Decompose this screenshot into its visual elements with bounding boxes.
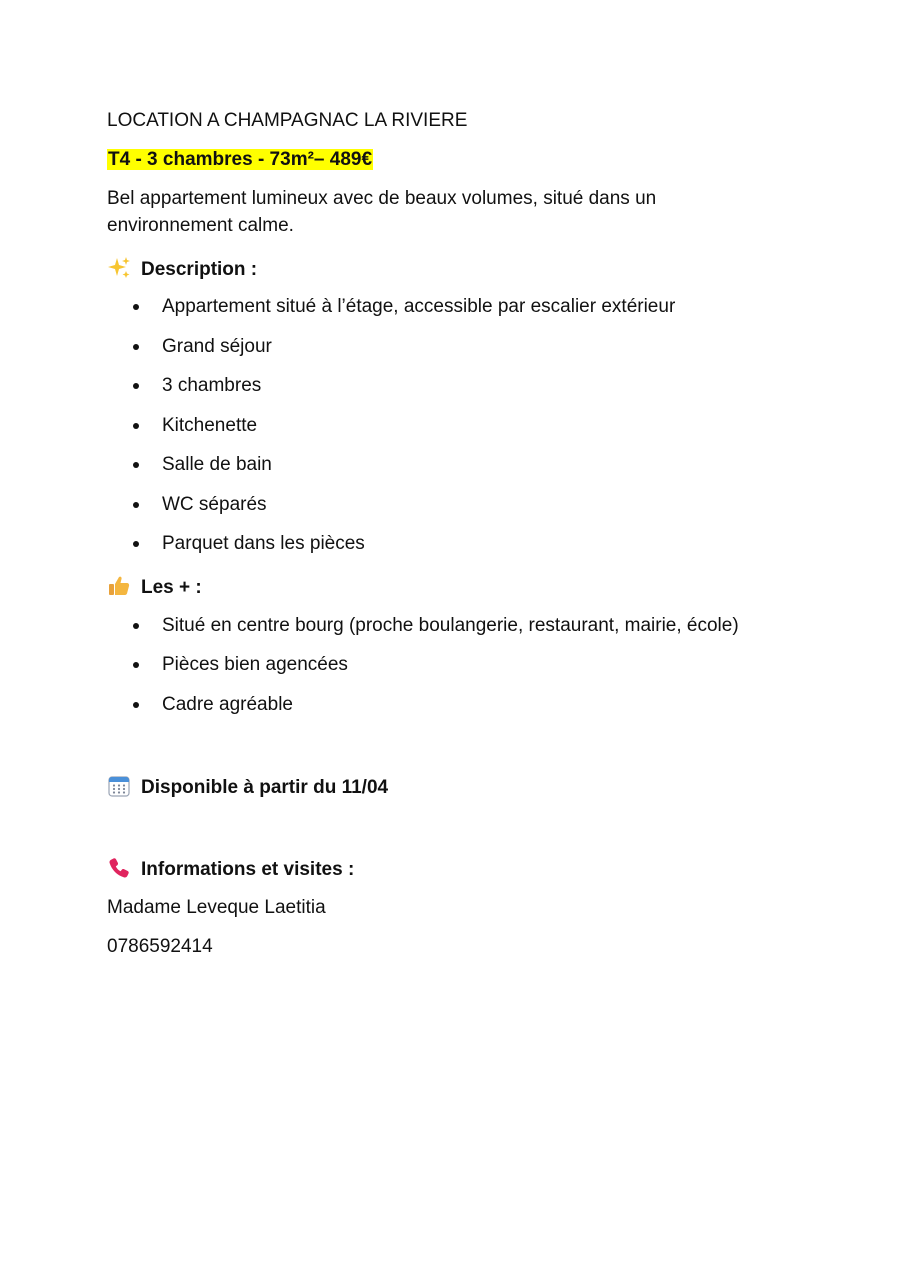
bullet-icon xyxy=(133,344,139,350)
contact-heading xyxy=(107,856,354,882)
contact-name: Madame Leveque Laetitia xyxy=(107,897,326,918)
bullet-icon xyxy=(133,702,139,708)
calendar-icon xyxy=(107,774,131,798)
bullet-icon xyxy=(133,462,139,468)
headline xyxy=(107,148,373,172)
document-page: LOCATION A CHAMPAGNAC LA RIVIERE T4 - 3 chambres - 73m²– 489€ Bel appartement lumineux avec de beaux volumes, situé dans un environnement calme. Description : Appartement situé à l’étage, accessible par escalier extérieur Grand séjour 3 chambres Kitchenette Salle de bain WC séparés Parquet dans les pièces Les + : Situé en centre bourg (proche boulangerie, restaurant, mairie, école) Pièces bien agencées Cadre agréable Disponible à partir du 11/04 Informations et visites : Madame Leveque Laetitia 0786592414 xyxy=(107,110,739,957)
pluses-heading xyxy=(107,574,202,600)
bullet-icon xyxy=(133,383,139,389)
availability-line xyxy=(107,774,388,800)
contact-phone: 0786592414 xyxy=(107,936,213,957)
pluses-heading-text: Les + : xyxy=(141,577,202,598)
headline-highlight: T4 - 3 chambres - 73m²– 489€ xyxy=(108,149,373,170)
intro-line-2: environnement calme. xyxy=(107,215,294,236)
sparkles-icon xyxy=(107,256,131,280)
telephone-icon xyxy=(107,856,131,880)
description-heading-text: Description : xyxy=(141,259,258,280)
bullet-icon xyxy=(133,662,139,668)
bullet-icon xyxy=(133,541,139,547)
description-heading xyxy=(107,256,257,282)
availability-text: Disponible à partir du 11/04 xyxy=(141,777,389,798)
bullet-icon xyxy=(133,423,139,429)
thumbs-up-icon xyxy=(107,574,131,598)
contact-heading-text: Informations et visites : xyxy=(141,859,355,880)
intro-line-1: Bel appartement lumineux avec de beaux volumes, situé dans un xyxy=(107,188,657,209)
document-title: LOCATION A CHAMPAGNAC LA RIVIERE xyxy=(107,110,468,131)
bullet-icon xyxy=(133,623,139,629)
bullet-icon xyxy=(133,502,139,508)
bullet-icon xyxy=(133,304,139,310)
